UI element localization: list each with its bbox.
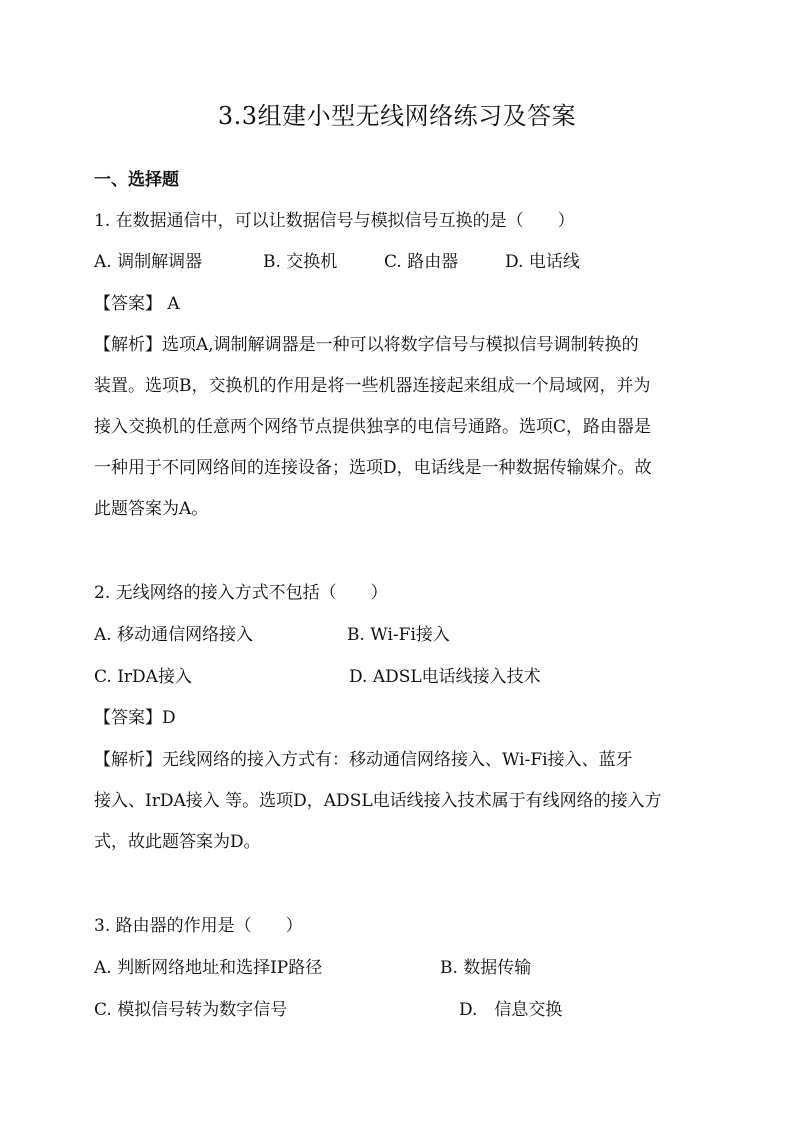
question-1-option-c: C. 路由器: [384, 252, 459, 272]
document-title: 3.3组建小型无线网络练习及答案: [217, 102, 577, 130]
question-3-stem: 3. 路由器的作用是（ ）: [94, 916, 303, 936]
question-2-analysis-line: 接入、IrDA接入 等。选项D，ADSL电话线接入技术属于有线网络的接入方: [94, 791, 662, 811]
question-3-option-b: B. 数据传输: [440, 958, 532, 978]
question-1-analysis-line: 此题答案为A。: [94, 499, 209, 519]
question-3-option-c: C. 模拟信号转为数字信号: [94, 1000, 288, 1020]
question-3-option-a: A. 判断网络地址和选择IP路径: [94, 958, 323, 978]
question-1-analysis-line: 一种用于不同网络间的连接设备；选项D，电话线是一种数据传输媒介。故: [94, 458, 652, 478]
question-2-answer: 【答案】D: [94, 708, 176, 728]
question-2-stem: 2. 无线网络的接入方式不包括（ ）: [94, 583, 388, 603]
question-1-analysis-line: 装置。选项B，交换机的作用是将一些机器连接起来组成一个局域网，并为: [94, 376, 651, 396]
question-2-option-b: B. Wi-Fi接入: [347, 625, 450, 645]
question-1-stem: 1. 在数据通信中，可以让数据信号与模拟信号互换的是（ ）: [94, 211, 575, 231]
question-2-analysis-line: 【解析】无线网络的接入方式有：移动通信网络接入、Wi-Fi接入、蓝牙: [94, 750, 633, 770]
question-1-option-d: D. 电话线: [505, 252, 580, 272]
question-1-analysis-line: 【解析】选项A,调制解调器是一种可以将数字信号与模拟信号调制转换的: [94, 335, 639, 355]
question-1-option-a: A. 调制解调器: [94, 252, 203, 272]
question-1-option-b: B. 交换机: [263, 252, 338, 272]
question-1-analysis-line: 接入交换机的任意两个网络节点提供独享的电信号通路。选项C，路由器是: [94, 417, 652, 437]
question-2-option-d: D. ADSL电话线接入技术: [349, 667, 541, 687]
question-2-option-c: C. IrDA接入: [94, 667, 192, 687]
section-heading: 一、选择题: [94, 170, 179, 190]
question-1-answer: 【答案】 A: [94, 294, 180, 314]
question-2-option-a: A. 移动通信网络接入: [94, 625, 254, 645]
question-3-option-d: D. 信息交换: [459, 1000, 563, 1020]
question-2-analysis-line: 式，故此题答案为D。: [94, 832, 261, 852]
